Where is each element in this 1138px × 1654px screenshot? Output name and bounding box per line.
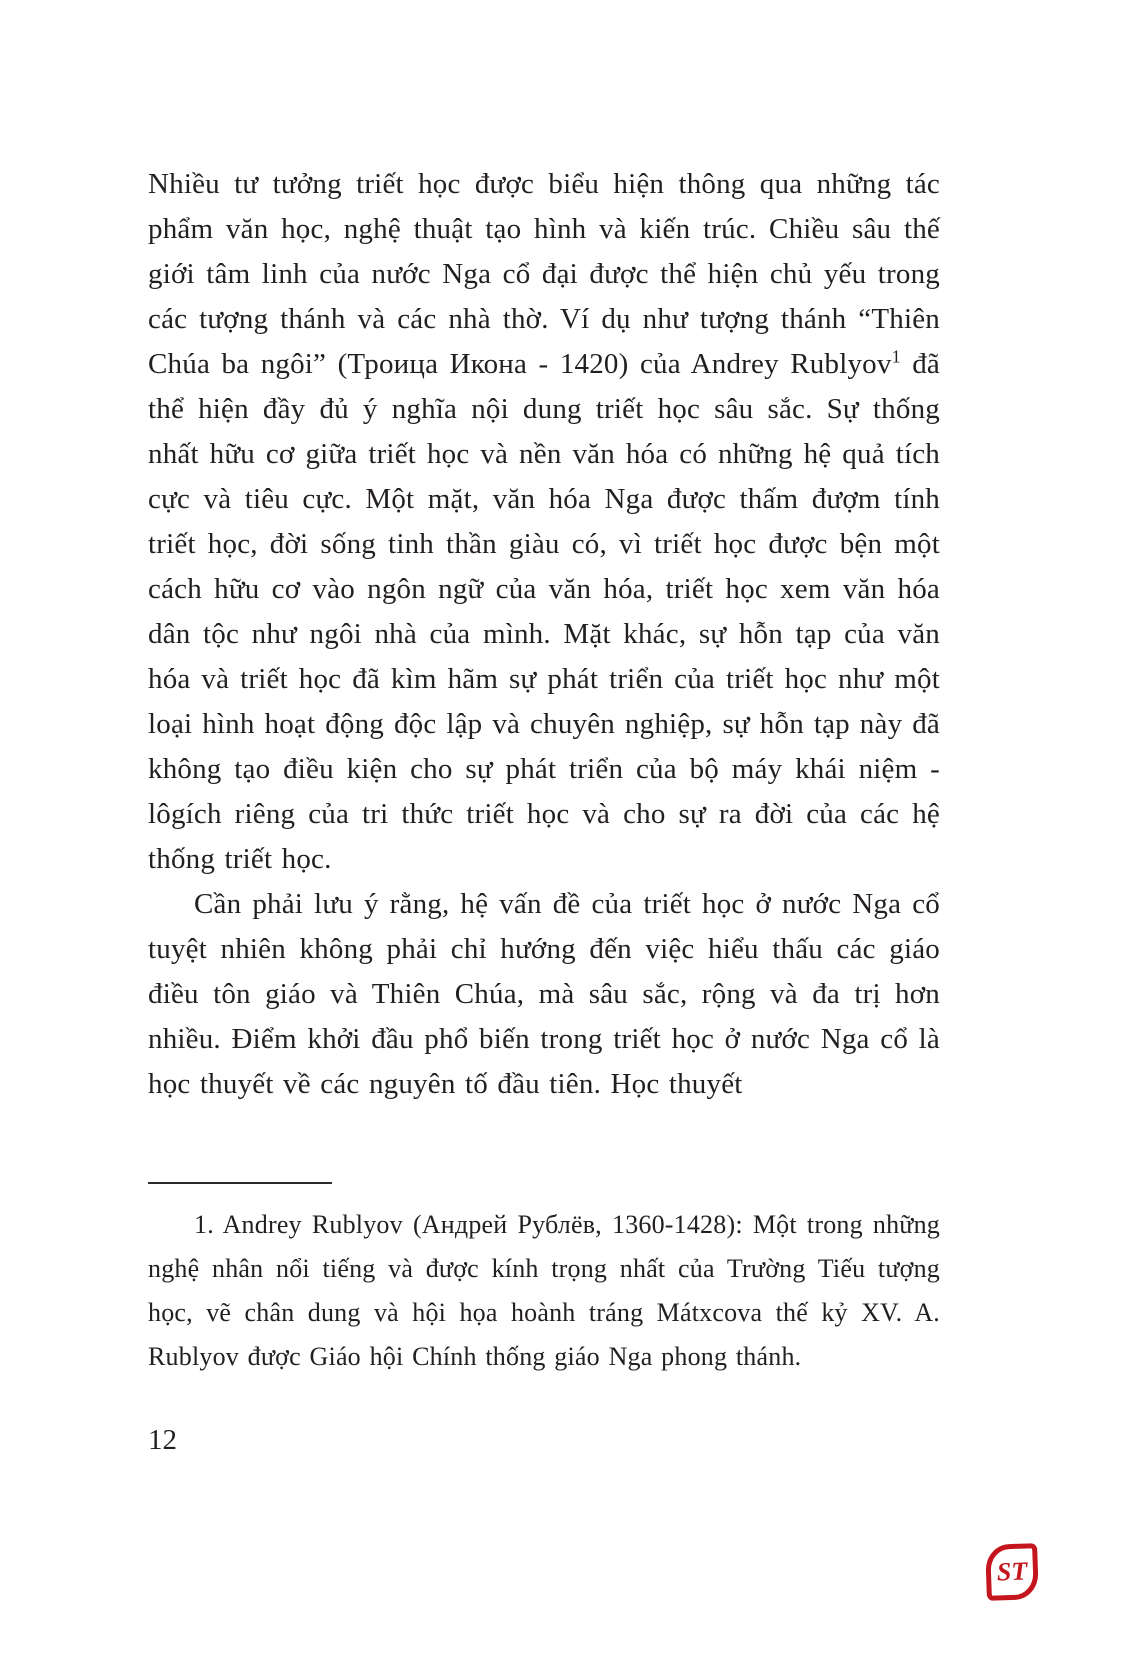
publisher-logo [985, 1543, 1039, 1601]
page-number: 12 [148, 1424, 177, 1456]
body-text-block [148, 162, 940, 1107]
body-paragraph-1 [148, 162, 940, 882]
footnote-reference: 1 [891, 346, 901, 367]
footnote-text: 1. Andrey Rublyov (Андрей Рублёв, 1360-1428): Một trong những nghệ nhân nổi tiếng và được kính trọng nhất của Trường Tiếu tượng học, vẽ chân dung và hội họa hoành tráng Mátxcova thế kỷ XV. A. Rublyov được Giáo hội Chính thống giáo Nga phong thánh. [148, 1210, 940, 1371]
paragraph-text: đã thể hiện đầy đủ ý nghĩa nội dung triết học sâu sắc. Sự thống nhất hữu cơ giữa triết học và nền văn hóa có những hệ quả tích cực và tiêu cực. Một mặt, văn hóa Nga được thấm đượm tính triết học, đời sống tinh thần giàu có, vì triết học được bện một cách hữu cơ vào ngôn ngữ của văn hóa, triết học xem văn hóa dân tộc như ngôi nhà của mình. Mặt khác, sự hỗn tạp của văn hóa và triết học đã kìm hãm sự phát triển của triết học như một loại hình hoạt động độc lập và chuyên nghiệp, sự hỗn tạp này đã không tạo điều kiện cho sự phát triển của bộ máy khái niệm - lôgích riêng của tri thức triết học và cho sự ra đời của các hệ thống triết học. [148, 348, 940, 875]
footnote-separator [148, 1182, 332, 1184]
paragraph-text: Nhiều tư tưởng triết học được biểu hiện thông qua những tác phẩm văn học, nghệ thuật tạo hình và kiến trúc. Chiều sâu thế giới tâm linh của nước Nga cổ đại được thể hiện chủ yếu trong các tượng thánh và các nhà thờ. Ví dụ như tượng thánh “Thiên Chúa ba ngôi” (Троица Икона - 1420) của Andrey Rublyov [148, 168, 940, 380]
body-paragraph-2: Cần phải lưu ý rằng, hệ vấn đề của triết học ở nước Nga cổ tuyệt nhiên không phải chỉ hướng đến việc hiểu thấu các giáo điều tôn giáo và Thiên Chúa, mà sâu sắc, rộng và đa trị hơn nhiều. Điểm khởi đầu phổ biến trong triết học ở nước Nga cổ là học thuyết về các nguyên tố đầu tiên. Học thuyết [148, 888, 940, 1100]
publisher-logo-text: ST [996, 1556, 1028, 1587]
